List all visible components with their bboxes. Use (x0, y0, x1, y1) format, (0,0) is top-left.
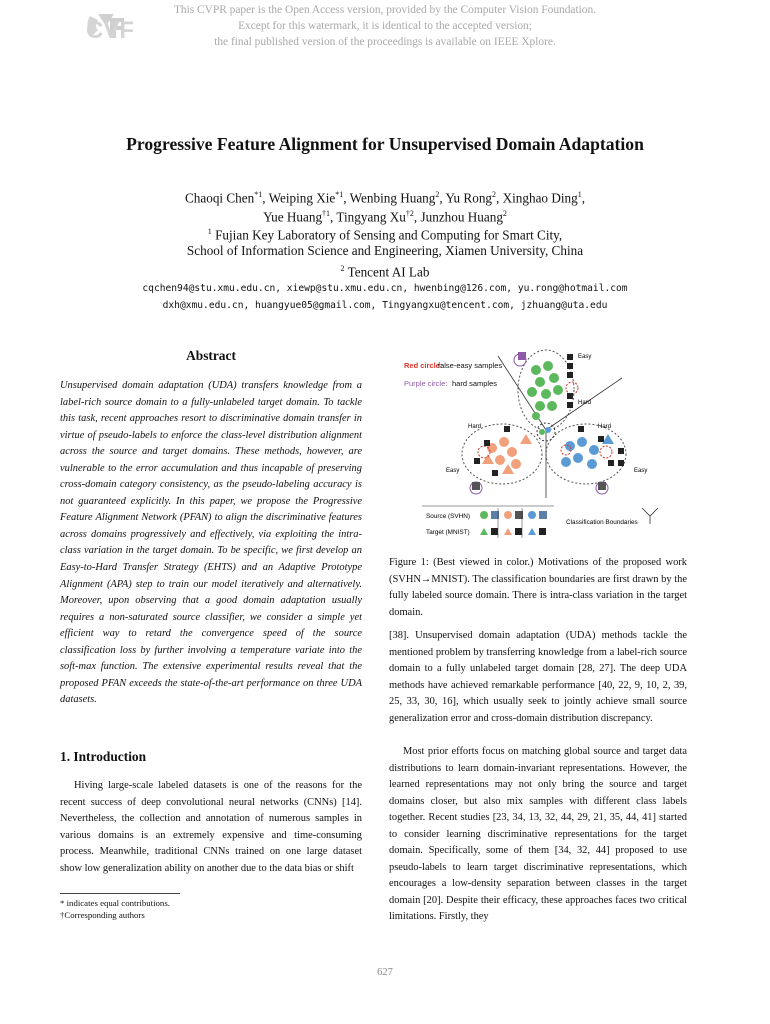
label-easy-right: Easy (634, 468, 648, 474)
intro-text: Hiving large-scale labeled datasets is one of the reasons for the recent success of deep convolutional neural networks (CNNs) [14]. Nevertheless, the collection and annotation of numerous samples in various domains is an extremely expensive and time-consuming process. Meanwhile, traditional CNNs trained on one large dataset show low generalization ability on another due to the data bias or shift (60, 780, 362, 874)
author-line-2: Yue Huang$^{\dagger 1}$, Tingyang Xu$^{\dagger 2}$, Junzhou Huang$^2$ (263, 209, 507, 225)
false-easy-circle (478, 446, 490, 458)
legend-target-marks (480, 528, 546, 535)
legend-red-text: false-easy samples (438, 361, 503, 370)
center-dot (539, 429, 545, 435)
intro-heading: 1. Introduction (60, 749, 147, 764)
label-hard-left: Hard (468, 424, 482, 430)
paper-title: Progressive Feature Alignment for Unsupervised Domain Adaptation (126, 134, 644, 154)
label-hard-right: Hard (598, 424, 612, 430)
green-cluster (527, 361, 563, 420)
abstract-heading: Abstract (186, 348, 236, 363)
legend-source-marks (480, 511, 547, 519)
page-number: 627 (377, 967, 393, 978)
watermark-line-3: the final published version of the proceedings is available on IEEE Xplore. (214, 36, 556, 48)
legend-source: Source (SVHN) (426, 513, 471, 520)
figure-1 (404, 348, 692, 545)
label-easy-left: Easy (446, 468, 460, 474)
center-dot (545, 427, 551, 433)
cluster-left-ellipse (462, 424, 542, 484)
legend-purple-text: hard samples (452, 379, 498, 388)
false-easy-circle (566, 382, 578, 394)
legend-target: Target (MNIST) (426, 529, 470, 536)
cluster-right-ellipse (546, 424, 626, 484)
right-col-para-1: [38]. Unsupervised domain adaptation (UDA) methods tackle the mentioned problem by transferring knowledge from a label-rich source domain to a fully unlabeled target domain [28, 27]. The deep UDA methods have achieved remarkable performance [40, 22, 9, 10, 2, 39, 25, 33, 30, 16], which usually seek to jointly achieve small source generalization error and cross-domain distribution discrepancy. (389, 630, 687, 724)
legend-red-label: Red circle: (404, 361, 443, 370)
blue-cluster (561, 434, 614, 469)
footnote-corresponding: †Corresponding authors (60, 910, 145, 920)
affiliation-2: $^2$ Tencent AI Lab (340, 264, 430, 280)
cvf-logo-text: CVF (86, 17, 134, 44)
label-hard-top: Hard (578, 400, 592, 406)
boundary-icon (642, 508, 658, 524)
watermark-line-1: This CVPR paper is the Open Access version, provided by the Computer Vision Foundation. (173, 4, 597, 16)
affiliation-1b: School of Information Science and Engineering, Xiamen University, China (186, 243, 584, 258)
right-col-para-2: Most prior efforts focus on matching global source and target data distributions to learn domain-invariant representations. However, the learned representations may not only bring the source and target domains closer, but also mix samples with different class labels together. Recent studies [23, 34, 13, 32, 44, 29, 21, 35, 44, 41] started to consider learning discriminative representations for the target domain. Specifically, some of them [34, 32, 44] proposed to use pseudo-labels to learn target discriminative representations, which encourages a low-density separation between classes in the target domain [20]. Despite their efficacy, these approaches faces two critical limitations. Firstly, they (389, 746, 687, 923)
legend-boundaries: Classification Boundaries (566, 519, 638, 526)
watermark-line-2: Except for this watermark, it is identical to the accepted version; (238, 20, 532, 32)
digit-squares (472, 352, 624, 490)
affiliation-1: $^1$ Fujian Key Laboratory of Sensing and Computing for Smart City, (207, 227, 563, 243)
emails-line-2: dxh@xmu.edu.cn, huangyue05@gmail.com, Tingyangxu@tencent.com, jzhuang@uta.edu (162, 300, 608, 311)
figure-caption: Figure 1: (Best viewed in color.) Motivations of the proposed work (SVHN→MNIST). The classification boundaries are first drawn by the fully labeled source domain. There is intra-class variation in the target domain. (389, 557, 687, 618)
legend-purple-label: Purple circle: (404, 379, 448, 388)
author-line-1: Chaoqi Chen$^{*1}$, Weiping Xie$^{*1}$, Wenbing Huang$^2$, Yu Rong$^2$, Xinghao Ding$^1$, (185, 190, 585, 206)
emails-line-1: cqchen94@stu.xmu.edu.cn, xiewp@stu.xmu.edu.cn, hwenbing@126.com, yu.rong@hotmail.com (142, 283, 628, 294)
label-easy-top: Easy (578, 354, 592, 360)
footnote-equal: * indicates equal contributions. (60, 898, 170, 908)
false-easy-circle (600, 446, 612, 458)
abstract-text: Unsupervised domain adaptation (UDA) transfers knowledge from a label-rich source domain to a fully-unlabeled target domain. To tackle this task, recent approaches resort to discriminative domain transfer in virtue of pseudo-labels to enforce the class-level distribution alignment across the source and target domains. These methods, however, are vulnerable to the error accumulation and thus incapable of preserving cross-domain category consistency, as the pseudo-labeling accuracy is not guaranteed explicitly. In this paper, we propose the Progressive Feature Alignment Network (PFAN) to align the discriminative features across domains progressively and effectively, via exploiting the intra-class variation in the target domain. To be specific, we first develop an Easy-to-Hard Transfer Strategy (EHTS) and an Adaptive Prototype Alignment (APA) step to train our model iteratively and alternatively. Moreover, upon observing that a good domain adaptation usually requires a non-saturated source classifier, we consider a simple yet efficient way to retard the convergence speed of the source classification loss by further involving a temperature variate into the soft-max function. The extensive experimental results reveal that the proposed PFAN exceeds the state-of-the-art performance on three UDA datasets. (60, 380, 362, 706)
footnote-rule (60, 893, 180, 894)
